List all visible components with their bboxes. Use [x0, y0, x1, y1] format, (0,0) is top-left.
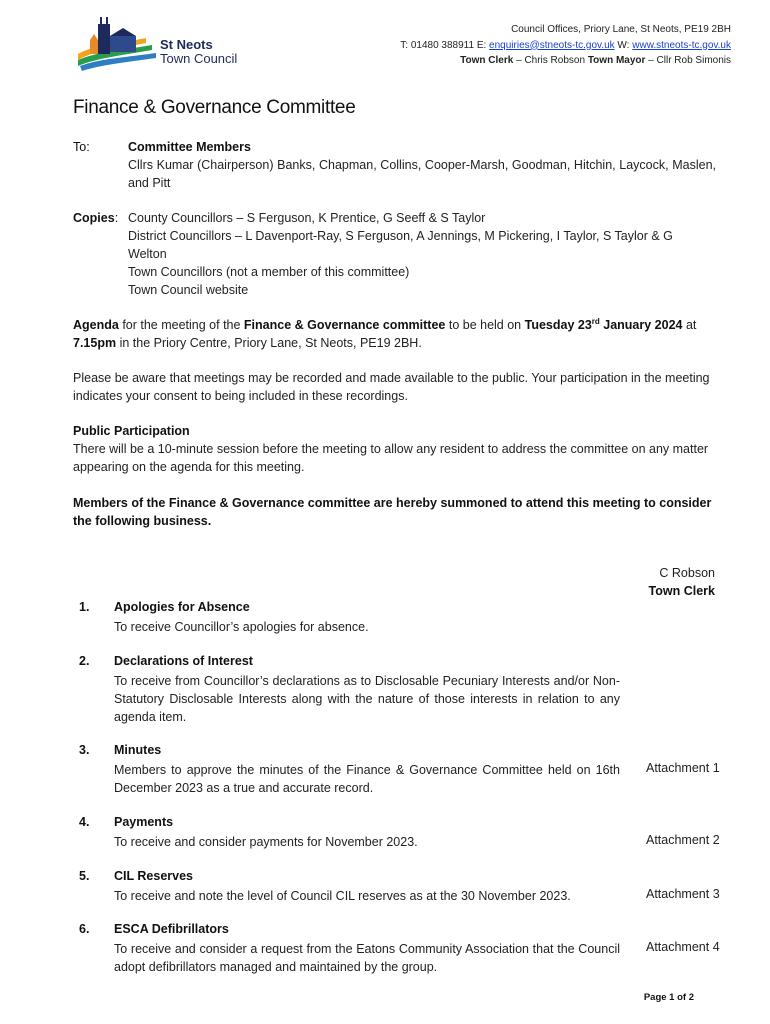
agenda-paragraph: Agenda for the meeting of the Finance & Governance committee to be held on Tuesday 23rd January 2024 at 7.15pm in the Priory Centre, Priory Lane, St Neots, PE19 2BH.: [73, 316, 697, 350]
public-participation-heading: Public Participation: [73, 424, 190, 438]
email-link[interactable]: enquiries@stneots-tc.gov.uk: [489, 39, 615, 51]
item-description: To receive and consider payments for November 2023.: [114, 835, 418, 849]
copies-label: Copies:: [73, 211, 119, 225]
item-heading: Declarations of Interest: [114, 654, 253, 668]
item-description: To receive from Councillor’s declarations as to Disclosable Pecuniary Interests and/or Non-Statutory Disclosable Interests along with the nature of those interests in relation to any agenda item.: [114, 674, 620, 724]
clerk-name: – Chris Robson: [513, 55, 588, 66]
item-heading: CIL Reserves: [114, 869, 193, 883]
contact-block: [400, 22, 731, 69]
logo-subtitle: Town Council: [160, 51, 238, 66]
item-number: 4.: [79, 815, 90, 829]
item-number: 5.: [79, 869, 90, 883]
copies-block: [128, 209, 708, 299]
address: Council Offices, Priory Lane, St Neots, PE19 2BH: [511, 24, 731, 35]
council-logo: [76, 14, 266, 74]
officers-line: [400, 53, 731, 69]
item-description: To receive Councillor’s apologies for absence.: [114, 620, 369, 634]
item-heading: Minutes: [114, 743, 162, 757]
item-number: 3.: [79, 743, 90, 757]
item-heading: ESCA Defibrillators: [114, 922, 229, 936]
copies-line: County Councillors – S Ferguson, K Prentice, G Seeff & S Taylor: [128, 211, 486, 225]
item-number: 2.: [79, 654, 90, 668]
recording-notice: Please be aware that meetings may be recorded and made available to the public. Your participation in the meeting indicates your consent to being included in these recordings.: [73, 371, 710, 403]
item-description: Members to approve the minutes of the Finance & Governance Committee held on 16th December 2023 as a true and accurate record.: [114, 763, 620, 795]
item-heading: Apologies for Absence: [114, 600, 250, 614]
committee-members-list: Cllrs Kumar (Chairperson) Banks, Chapman, Collins, Cooper-Marsh, Goodman, Hitchin, Laycock, Maslen, and Pitt: [128, 158, 716, 190]
signoff: [649, 564, 715, 600]
item-description: To receive and consider a request from the Eatons Community Association that the Council adopt defibrillators managed and maintained by the group.: [114, 942, 620, 974]
logo-name: St Neots: [160, 37, 213, 52]
item-attachment[interactable]: Attachment 1: [646, 761, 720, 775]
item-number: 1.: [79, 600, 90, 614]
item-description: To receive and note the level of Council CIL reserves as at the 30 November 2023.: [114, 889, 571, 903]
item-attachment[interactable]: Attachment 3: [646, 887, 720, 901]
committee-members-heading: Committee Members: [128, 140, 251, 154]
copies-line: District Councillors – L Davenport-Ray, S Ferguson, A Jennings, M Pickering, I Taylor, S Taylor & G Welton: [128, 229, 673, 261]
web-prefix: W:: [617, 39, 630, 51]
item-heading: Payments: [114, 815, 174, 829]
summons-statement: Members of the Finance & Governance committee are hereby summoned to attend this meeting to consider the following business.: [73, 496, 712, 528]
copies-line: Town Council website: [128, 283, 249, 297]
contact-line: [400, 38, 731, 54]
to-block: [128, 138, 716, 192]
item-attachment[interactable]: Attachment 2: [646, 833, 720, 847]
signoff-name: C Robson: [659, 566, 715, 580]
to-label: To:: [73, 140, 90, 154]
mayor-label: Town Mayor: [587, 55, 646, 66]
mayor-name: – Cllr Rob Simonis: [645, 55, 731, 66]
public-participation-text: There will be a 10-minute session before the meeting to allow any resident to address the committee on any matter appearing on the agenda for this meeting.: [73, 442, 709, 474]
clerk-label: Town Clerk: [460, 55, 514, 66]
church-logo-icon: [76, 14, 160, 72]
copies-line: Town Councillors (not a member of this committee): [128, 265, 410, 279]
signoff-title: Town Clerk: [648, 584, 715, 598]
page-title: Finance & Governance Committee: [73, 97, 356, 118]
page-number: Page 1 of 2: [643, 992, 694, 1003]
public-participation: [73, 422, 715, 476]
phone: T: 01480 388911 E:: [400, 39, 487, 51]
website-link[interactable]: www.stneots-tc.gov.uk: [632, 39, 731, 51]
item-number: 6.: [79, 922, 90, 936]
item-attachment[interactable]: Attachment 4: [646, 940, 720, 954]
